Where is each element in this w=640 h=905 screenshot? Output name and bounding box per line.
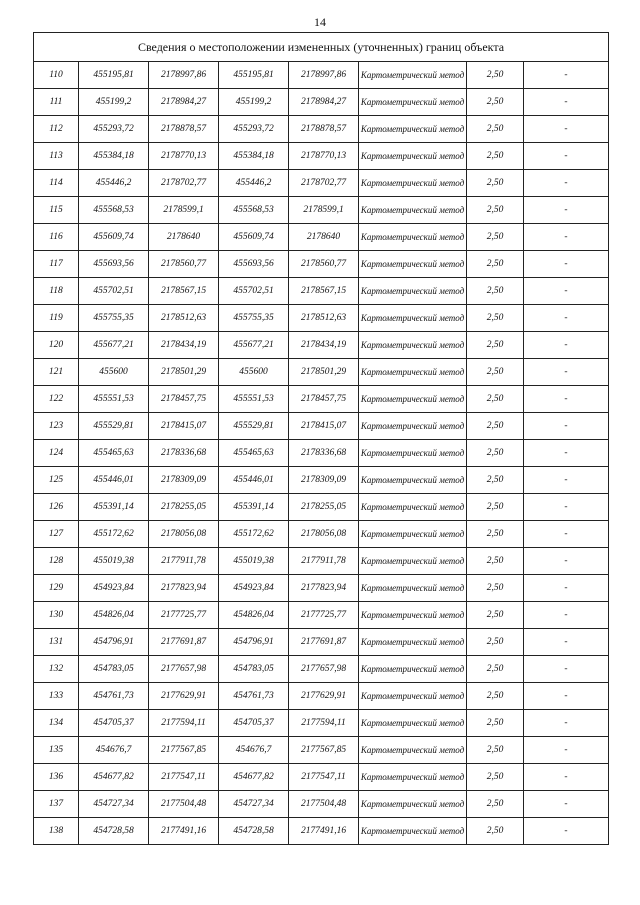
table-row bbox=[34, 332, 609, 359]
refined-y-cell: 2178770,13 bbox=[289, 143, 359, 170]
table-row bbox=[34, 791, 609, 818]
determination-method-cell: Картометрический метод bbox=[359, 683, 467, 710]
existing-x-cell: 455609,74 bbox=[79, 224, 149, 251]
note-cell: - bbox=[524, 359, 609, 386]
table-row bbox=[34, 224, 609, 251]
refined-y-cell: 2178560,77 bbox=[289, 251, 359, 278]
refined-y-cell: 2177657,98 bbox=[289, 656, 359, 683]
note-cell: - bbox=[524, 440, 609, 467]
existing-x-cell: 455446,01 bbox=[79, 467, 149, 494]
note-cell: - bbox=[524, 764, 609, 791]
note-cell: - bbox=[524, 791, 609, 818]
accuracy-cell: 2,50 bbox=[467, 359, 524, 386]
note-cell: - bbox=[524, 656, 609, 683]
existing-x-cell: 455568,53 bbox=[79, 197, 149, 224]
refined-x-cell: 455446,2 bbox=[219, 170, 289, 197]
point-number-cell: 134 bbox=[34, 710, 79, 737]
existing-y-cell: 2178309,09 bbox=[149, 467, 219, 494]
refined-y-cell: 2178567,15 bbox=[289, 278, 359, 305]
accuracy-cell: 2,50 bbox=[467, 791, 524, 818]
determination-method-cell: Картометрический метод bbox=[359, 413, 467, 440]
point-number-cell: 116 bbox=[34, 224, 79, 251]
point-number-cell: 138 bbox=[34, 818, 79, 845]
table-row bbox=[34, 386, 609, 413]
refined-x-cell: 455568,53 bbox=[219, 197, 289, 224]
refined-y-cell: 2177725,77 bbox=[289, 602, 359, 629]
accuracy-cell: 2,50 bbox=[467, 494, 524, 521]
point-number-cell: 136 bbox=[34, 764, 79, 791]
existing-x-cell: 454728,58 bbox=[79, 818, 149, 845]
point-number-cell: 120 bbox=[34, 332, 79, 359]
determination-method-cell: Картометрический метод bbox=[359, 197, 467, 224]
existing-y-cell: 2178640 bbox=[149, 224, 219, 251]
existing-y-cell: 2178567,15 bbox=[149, 278, 219, 305]
refined-y-cell: 2177491,16 bbox=[289, 818, 359, 845]
table-row bbox=[34, 548, 609, 575]
refined-x-cell: 455702,51 bbox=[219, 278, 289, 305]
existing-y-cell: 2177823,94 bbox=[149, 575, 219, 602]
accuracy-cell: 2,50 bbox=[467, 548, 524, 575]
existing-x-cell: 455195,81 bbox=[79, 62, 149, 89]
determination-method-cell: Картометрический метод bbox=[359, 386, 467, 413]
existing-y-cell: 2178770,13 bbox=[149, 143, 219, 170]
refined-x-cell: 455293,72 bbox=[219, 116, 289, 143]
refined-x-cell: 455199,2 bbox=[219, 89, 289, 116]
existing-x-cell: 455465,63 bbox=[79, 440, 149, 467]
point-number-cell: 133 bbox=[34, 683, 79, 710]
existing-x-cell: 455172,62 bbox=[79, 521, 149, 548]
determination-method-cell: Картометрический метод bbox=[359, 224, 467, 251]
point-number-cell: 121 bbox=[34, 359, 79, 386]
accuracy-cell: 2,50 bbox=[467, 737, 524, 764]
accuracy-cell: 2,50 bbox=[467, 332, 524, 359]
note-cell: - bbox=[524, 89, 609, 116]
determination-method-cell: Картометрический метод bbox=[359, 89, 467, 116]
existing-x-cell: 455551,53 bbox=[79, 386, 149, 413]
point-number-cell: 137 bbox=[34, 791, 79, 818]
note-cell: - bbox=[524, 251, 609, 278]
existing-y-cell: 2178599,1 bbox=[149, 197, 219, 224]
determination-method-cell: Картометрический метод bbox=[359, 278, 467, 305]
accuracy-cell: 2,50 bbox=[467, 710, 524, 737]
refined-y-cell: 2178599,1 bbox=[289, 197, 359, 224]
determination-method-cell: Картометрический метод bbox=[359, 818, 467, 845]
accuracy-cell: 2,50 bbox=[467, 143, 524, 170]
refined-x-cell: 455609,74 bbox=[219, 224, 289, 251]
refined-y-cell: 2178255,05 bbox=[289, 494, 359, 521]
accuracy-cell: 2,50 bbox=[467, 197, 524, 224]
note-cell: - bbox=[524, 413, 609, 440]
note-cell: - bbox=[524, 386, 609, 413]
refined-x-cell: 454783,05 bbox=[219, 656, 289, 683]
determination-method-cell: Картометрический метод bbox=[359, 467, 467, 494]
refined-x-cell: 455600 bbox=[219, 359, 289, 386]
accuracy-cell: 2,50 bbox=[467, 683, 524, 710]
refined-y-cell: 2178501,29 bbox=[289, 359, 359, 386]
existing-x-cell: 455446,2 bbox=[79, 170, 149, 197]
accuracy-cell: 2,50 bbox=[467, 251, 524, 278]
note-cell: - bbox=[524, 494, 609, 521]
note-cell: - bbox=[524, 710, 609, 737]
refined-y-cell: 2178056,08 bbox=[289, 521, 359, 548]
table-row bbox=[34, 197, 609, 224]
table-row bbox=[34, 683, 609, 710]
existing-y-cell: 2178457,75 bbox=[149, 386, 219, 413]
point-number-cell: 118 bbox=[34, 278, 79, 305]
existing-y-cell: 2178878,57 bbox=[149, 116, 219, 143]
table-body bbox=[34, 33, 609, 845]
existing-x-cell: 455755,35 bbox=[79, 305, 149, 332]
accuracy-cell: 2,50 bbox=[467, 305, 524, 332]
accuracy-cell: 2,50 bbox=[467, 656, 524, 683]
determination-method-cell: Картометрический метод bbox=[359, 710, 467, 737]
refined-x-cell: 455019,38 bbox=[219, 548, 289, 575]
note-cell: - bbox=[524, 548, 609, 575]
note-cell: - bbox=[524, 683, 609, 710]
existing-x-cell: 455529,81 bbox=[79, 413, 149, 440]
accuracy-cell: 2,50 bbox=[467, 278, 524, 305]
determination-method-cell: Картометрический метод bbox=[359, 332, 467, 359]
table-row bbox=[34, 170, 609, 197]
table-row bbox=[34, 710, 609, 737]
table-row bbox=[34, 62, 609, 89]
table-row bbox=[34, 764, 609, 791]
refined-y-cell: 2178512,63 bbox=[289, 305, 359, 332]
determination-method-cell: Картометрический метод bbox=[359, 521, 467, 548]
table-title: Сведения о местоположении измененных (уточненных) границ объекта bbox=[34, 33, 609, 62]
accuracy-cell: 2,50 bbox=[467, 170, 524, 197]
refined-y-cell: 2178434,19 bbox=[289, 332, 359, 359]
note-cell: - bbox=[524, 197, 609, 224]
existing-y-cell: 2177504,48 bbox=[149, 791, 219, 818]
refined-x-cell: 455384,18 bbox=[219, 143, 289, 170]
refined-y-cell: 2178457,75 bbox=[289, 386, 359, 413]
refined-x-cell: 454705,37 bbox=[219, 710, 289, 737]
determination-method-cell: Картометрический метод bbox=[359, 251, 467, 278]
refined-y-cell: 2178878,57 bbox=[289, 116, 359, 143]
existing-y-cell: 2177594,11 bbox=[149, 710, 219, 737]
table-title-row bbox=[34, 33, 609, 62]
existing-y-cell: 2178997,86 bbox=[149, 62, 219, 89]
existing-y-cell: 2177911,78 bbox=[149, 548, 219, 575]
note-cell: - bbox=[524, 170, 609, 197]
determination-method-cell: Картометрический метод bbox=[359, 305, 467, 332]
refined-y-cell: 2178997,86 bbox=[289, 62, 359, 89]
table-row bbox=[34, 521, 609, 548]
determination-method-cell: Картометрический метод bbox=[359, 116, 467, 143]
point-number-cell: 132 bbox=[34, 656, 79, 683]
existing-x-cell: 454826,04 bbox=[79, 602, 149, 629]
note-cell: - bbox=[524, 818, 609, 845]
existing-y-cell: 2178056,08 bbox=[149, 521, 219, 548]
refined-x-cell: 455529,81 bbox=[219, 413, 289, 440]
existing-x-cell: 455600 bbox=[79, 359, 149, 386]
accuracy-cell: 2,50 bbox=[467, 521, 524, 548]
refined-y-cell: 2178702,77 bbox=[289, 170, 359, 197]
refined-y-cell: 2177691,87 bbox=[289, 629, 359, 656]
refined-y-cell: 2178415,07 bbox=[289, 413, 359, 440]
table-row bbox=[34, 116, 609, 143]
note-cell: - bbox=[524, 629, 609, 656]
point-number-cell: 113 bbox=[34, 143, 79, 170]
note-cell: - bbox=[524, 737, 609, 764]
boundary-coordinates-table bbox=[33, 32, 609, 845]
determination-method-cell: Картометрический метод bbox=[359, 440, 467, 467]
point-number-cell: 125 bbox=[34, 467, 79, 494]
determination-method-cell: Картометрический метод bbox=[359, 494, 467, 521]
table-row bbox=[34, 737, 609, 764]
existing-x-cell: 454677,82 bbox=[79, 764, 149, 791]
accuracy-cell: 2,50 bbox=[467, 629, 524, 656]
accuracy-cell: 2,50 bbox=[467, 386, 524, 413]
existing-y-cell: 2177657,98 bbox=[149, 656, 219, 683]
accuracy-cell: 2,50 bbox=[467, 440, 524, 467]
note-cell: - bbox=[524, 332, 609, 359]
accuracy-cell: 2,50 bbox=[467, 602, 524, 629]
refined-y-cell: 2177504,48 bbox=[289, 791, 359, 818]
determination-method-cell: Картометрический метод bbox=[359, 656, 467, 683]
point-number-cell: 119 bbox=[34, 305, 79, 332]
table-row bbox=[34, 467, 609, 494]
refined-x-cell: 454761,73 bbox=[219, 683, 289, 710]
note-cell: - bbox=[524, 575, 609, 602]
table-row bbox=[34, 143, 609, 170]
determination-method-cell: Картометрический метод bbox=[359, 143, 467, 170]
refined-y-cell: 2177911,78 bbox=[289, 548, 359, 575]
refined-x-cell: 455446,01 bbox=[219, 467, 289, 494]
existing-y-cell: 2177567,85 bbox=[149, 737, 219, 764]
table-row bbox=[34, 656, 609, 683]
refined-y-cell: 2178984,27 bbox=[289, 89, 359, 116]
table-row bbox=[34, 305, 609, 332]
determination-method-cell: Картометрический метод bbox=[359, 62, 467, 89]
refined-x-cell: 455172,62 bbox=[219, 521, 289, 548]
note-cell: - bbox=[524, 116, 609, 143]
determination-method-cell: Картометрический метод bbox=[359, 602, 467, 629]
refined-x-cell: 454727,34 bbox=[219, 791, 289, 818]
point-number-cell: 123 bbox=[34, 413, 79, 440]
existing-x-cell: 455019,38 bbox=[79, 548, 149, 575]
point-number-cell: 128 bbox=[34, 548, 79, 575]
determination-method-cell: Картометрический метод bbox=[359, 737, 467, 764]
existing-y-cell: 2177491,16 bbox=[149, 818, 219, 845]
refined-y-cell: 2177823,94 bbox=[289, 575, 359, 602]
point-number-cell: 122 bbox=[34, 386, 79, 413]
refined-y-cell: 2177629,91 bbox=[289, 683, 359, 710]
existing-x-cell: 454705,37 bbox=[79, 710, 149, 737]
existing-x-cell: 454761,73 bbox=[79, 683, 149, 710]
table-row bbox=[34, 89, 609, 116]
note-cell: - bbox=[524, 278, 609, 305]
existing-y-cell: 2178434,19 bbox=[149, 332, 219, 359]
accuracy-cell: 2,50 bbox=[467, 224, 524, 251]
point-number-cell: 112 bbox=[34, 116, 79, 143]
table-row bbox=[34, 440, 609, 467]
note-cell: - bbox=[524, 467, 609, 494]
note-cell: - bbox=[524, 602, 609, 629]
refined-y-cell: 2177594,11 bbox=[289, 710, 359, 737]
determination-method-cell: Картометрический метод bbox=[359, 548, 467, 575]
point-number-cell: 124 bbox=[34, 440, 79, 467]
accuracy-cell: 2,50 bbox=[467, 62, 524, 89]
point-number-cell: 135 bbox=[34, 737, 79, 764]
refined-x-cell: 455195,81 bbox=[219, 62, 289, 89]
existing-y-cell: 2178501,29 bbox=[149, 359, 219, 386]
existing-x-cell: 455391,14 bbox=[79, 494, 149, 521]
point-number-cell: 110 bbox=[34, 62, 79, 89]
existing-x-cell: 455293,72 bbox=[79, 116, 149, 143]
refined-x-cell: 455693,56 bbox=[219, 251, 289, 278]
existing-y-cell: 2178512,63 bbox=[149, 305, 219, 332]
existing-x-cell: 455384,18 bbox=[79, 143, 149, 170]
refined-y-cell: 2178309,09 bbox=[289, 467, 359, 494]
determination-method-cell: Картометрический метод bbox=[359, 791, 467, 818]
existing-y-cell: 2178255,05 bbox=[149, 494, 219, 521]
refined-x-cell: 454923,84 bbox=[219, 575, 289, 602]
existing-y-cell: 2177629,91 bbox=[149, 683, 219, 710]
point-number-cell: 130 bbox=[34, 602, 79, 629]
existing-y-cell: 2178984,27 bbox=[149, 89, 219, 116]
page-number: 14 bbox=[314, 15, 326, 29]
table-row bbox=[34, 602, 609, 629]
determination-method-cell: Картометрический метод bbox=[359, 764, 467, 791]
refined-x-cell: 455677,21 bbox=[219, 332, 289, 359]
note-cell: - bbox=[524, 224, 609, 251]
table-row bbox=[34, 494, 609, 521]
note-cell: - bbox=[524, 143, 609, 170]
existing-y-cell: 2178336,68 bbox=[149, 440, 219, 467]
refined-y-cell: 2178640 bbox=[289, 224, 359, 251]
point-number-cell: 111 bbox=[34, 89, 79, 116]
refined-x-cell: 454796,91 bbox=[219, 629, 289, 656]
refined-y-cell: 2177567,85 bbox=[289, 737, 359, 764]
point-number-cell: 114 bbox=[34, 170, 79, 197]
table-row bbox=[34, 413, 609, 440]
determination-method-cell: Картометрический метод bbox=[359, 359, 467, 386]
accuracy-cell: 2,50 bbox=[467, 575, 524, 602]
determination-method-cell: Картометрический метод bbox=[359, 629, 467, 656]
existing-x-cell: 454783,05 bbox=[79, 656, 149, 683]
existing-y-cell: 2177725,77 bbox=[149, 602, 219, 629]
refined-x-cell: 454677,82 bbox=[219, 764, 289, 791]
determination-method-cell: Картометрический метод bbox=[359, 170, 467, 197]
accuracy-cell: 2,50 bbox=[467, 413, 524, 440]
existing-x-cell: 454727,34 bbox=[79, 791, 149, 818]
table-row bbox=[34, 251, 609, 278]
note-cell: - bbox=[524, 521, 609, 548]
table-row bbox=[34, 575, 609, 602]
note-cell: - bbox=[524, 62, 609, 89]
point-number-cell: 131 bbox=[34, 629, 79, 656]
accuracy-cell: 2,50 bbox=[467, 116, 524, 143]
refined-x-cell: 455391,14 bbox=[219, 494, 289, 521]
existing-y-cell: 2177547,11 bbox=[149, 764, 219, 791]
refined-x-cell: 455551,53 bbox=[219, 386, 289, 413]
point-number-cell: 129 bbox=[34, 575, 79, 602]
accuracy-cell: 2,50 bbox=[467, 764, 524, 791]
existing-x-cell: 455677,21 bbox=[79, 332, 149, 359]
accuracy-cell: 2,50 bbox=[467, 467, 524, 494]
point-number-cell: 127 bbox=[34, 521, 79, 548]
refined-x-cell: 455755,35 bbox=[219, 305, 289, 332]
accuracy-cell: 2,50 bbox=[467, 818, 524, 845]
existing-x-cell: 455199,2 bbox=[79, 89, 149, 116]
existing-y-cell: 2178560,77 bbox=[149, 251, 219, 278]
existing-x-cell: 454796,91 bbox=[79, 629, 149, 656]
refined-y-cell: 2177547,11 bbox=[289, 764, 359, 791]
point-number-cell: 115 bbox=[34, 197, 79, 224]
determination-method-cell: Картометрический метод bbox=[359, 575, 467, 602]
point-number-cell: 126 bbox=[34, 494, 79, 521]
refined-x-cell: 455465,63 bbox=[219, 440, 289, 467]
table-row bbox=[34, 278, 609, 305]
existing-x-cell: 454676,7 bbox=[79, 737, 149, 764]
refined-y-cell: 2178336,68 bbox=[289, 440, 359, 467]
table-row bbox=[34, 629, 609, 656]
note-cell: - bbox=[524, 305, 609, 332]
refined-x-cell: 454676,7 bbox=[219, 737, 289, 764]
existing-x-cell: 455693,56 bbox=[79, 251, 149, 278]
existing-y-cell: 2178702,77 bbox=[149, 170, 219, 197]
existing-y-cell: 2178415,07 bbox=[149, 413, 219, 440]
accuracy-cell: 2,50 bbox=[467, 89, 524, 116]
existing-x-cell: 455702,51 bbox=[79, 278, 149, 305]
table-row bbox=[34, 818, 609, 845]
refined-x-cell: 454728,58 bbox=[219, 818, 289, 845]
existing-x-cell: 454923,84 bbox=[79, 575, 149, 602]
refined-x-cell: 454826,04 bbox=[219, 602, 289, 629]
table-row bbox=[34, 359, 609, 386]
point-number-cell: 117 bbox=[34, 251, 79, 278]
existing-y-cell: 2177691,87 bbox=[149, 629, 219, 656]
